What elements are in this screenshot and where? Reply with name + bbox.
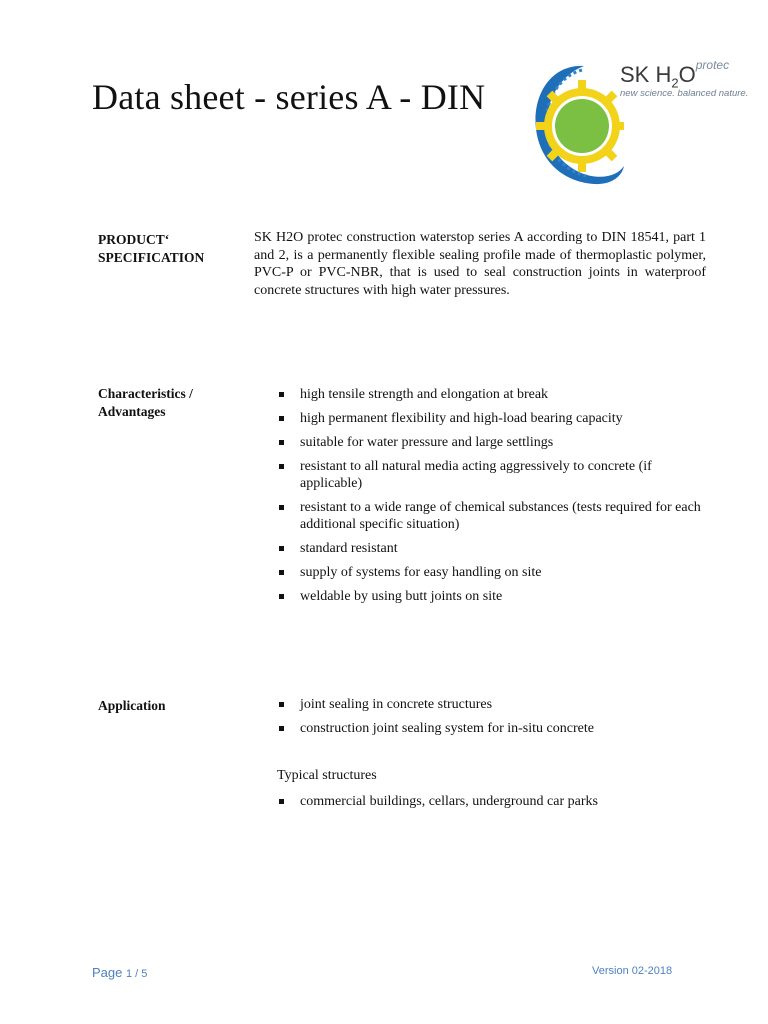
logo-tagline: new science. balanced nature. <box>620 88 749 100</box>
application-label: Application <box>98 698 166 713</box>
company-logo <box>524 54 749 194</box>
list-item: resistant to a wide range of chemical substances (tests required for each additional specific situation) <box>277 499 707 533</box>
version-label: Version 02-2018 <box>592 965 673 977</box>
logo-wordmark: SK $H_2O^{protec}$ new science. balanced nature. <box>620 58 749 100</box>
list-item: weldable by using butt joints on site <box>277 588 707 605</box>
list-item: construction joint sealing system for in-situ concrete <box>277 720 707 737</box>
application-list <box>277 696 707 744</box>
product-specification-text: SK H2O protec construction waterstop series A according to DIN 18541, part 1 and 2, is a permanently flexible sealing profile made of thermoplastic polymer, PVC-P or PVC-NBR, that is used to seal construction joints in waterproof concrete structures with high water pressures. <box>254 230 706 298</box>
page-number: Page 1 / 5 <box>92 965 148 980</box>
list-item: high permanent flexibility and high-load bearing capacity <box>277 410 707 427</box>
list-item: high tensile strength and elongation at break <box>277 386 707 403</box>
page-title: Data sheet - series A - DIN <box>92 77 486 117</box>
list-item: standard resistant <box>277 540 707 557</box>
list-item: suitable for water pressure and large settlings <box>277 434 707 451</box>
list-item: commercial buildings, cellars, underground car parks <box>277 793 707 810</box>
characteristics-list <box>277 386 707 612</box>
product-specification-label: PRODUCT‘ SPECIFICATION <box>98 232 205 265</box>
typical-structures-list <box>277 793 707 817</box>
logo-emblem-icon <box>524 54 624 194</box>
list-item: supply of systems for easy handling on site <box>277 564 707 581</box>
list-item: joint sealing in concrete structures <box>277 696 707 713</box>
typical-structures-heading: Typical structures <box>277 768 377 783</box>
list-item: resistant to all natural media acting aggressively to concrete (if applicable) <box>277 458 707 492</box>
characteristics-label: Characteristics / Advantages <box>98 386 193 419</box>
